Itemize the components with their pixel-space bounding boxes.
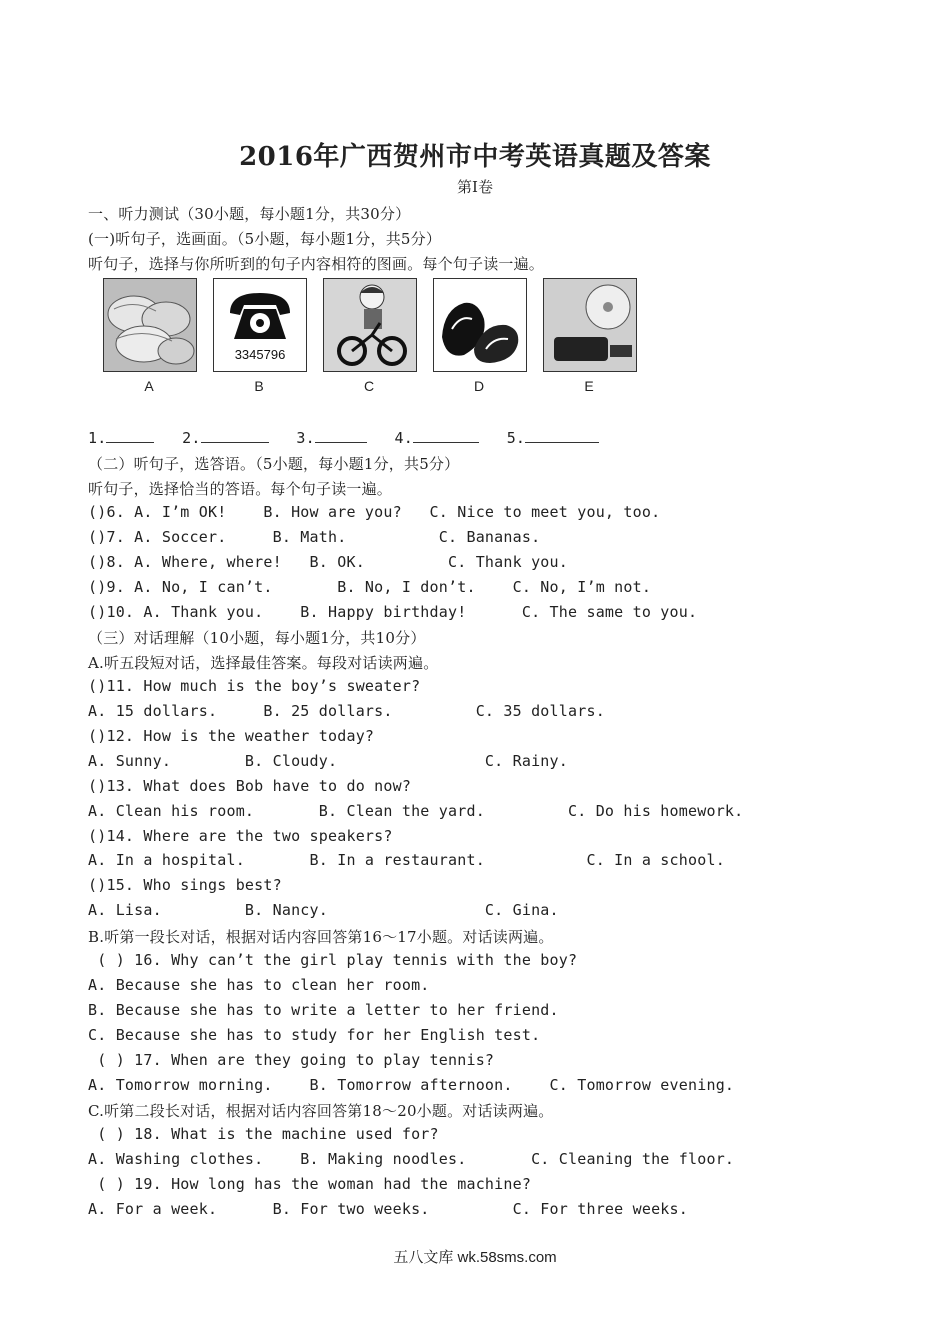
part1-heading: (一)听句子，选画面。（5小题，每小题1分，共5分） (88, 230, 442, 248)
part3b-instructions: B.听第一段长对话，根据对话内容回答第16～17小题。对话读两遍。 (88, 928, 554, 946)
question-16: ( ) 16. Why can’t the girl play tennis with the boy? (88, 951, 578, 969)
blank-label-2: 2. (182, 429, 201, 447)
question-8: ()8. A. Where, where! B. OK. C. Thank you. (88, 553, 568, 571)
question-12: ()12. How is the weather today? (88, 727, 375, 745)
part2-heading: （二）听句子，选答语。（5小题，每小题1分，共5分） (88, 455, 460, 473)
volume-label: 第Ⅰ卷 (457, 178, 493, 196)
question-16-option-a: A. Because she has to clean her room. (88, 976, 430, 994)
question-19-options: A. For a week. B. For two weeks. C. For three weeks. (88, 1200, 688, 1218)
part1-instructions: 听句子，选择与你所听到的句子内容相符的图画。每个句子读一遍。 (88, 255, 545, 273)
question-17: ( ) 17. When are they going to play tennis? (88, 1051, 495, 1069)
question-13-options: A. Clean his room. B. Clean the yard. C. Do his homework. (88, 802, 744, 820)
answer-blank-3[interactable] (315, 428, 367, 443)
question-12-options: A. Sunny. B. Cloudy. C. Rainy. (88, 752, 568, 770)
blank-label-1: 1. (88, 429, 107, 447)
question-9: ()9. A. No, I can’t. B. No, I don’t. C. No, I’m not. (88, 578, 652, 596)
answer-blank-2[interactable] (201, 428, 269, 443)
question-10: ()10. A. Thank you. B. Happy birthday! C. The same to you. (88, 603, 698, 621)
part3a-instructions: A.听五段短对话，选择最佳答案。每段对话读两遍。 (88, 654, 439, 672)
question-19: ( ) 19. How long has the woman had the machine? (88, 1175, 532, 1193)
picture-label-a: A (144, 378, 154, 394)
part2-instructions: 听句子，选择恰当的答语。每个句子读一遍。 (88, 480, 393, 498)
question-14-options: A. In a hospital. B. In a restaurant. C. In a school. (88, 851, 725, 869)
page-title: 2016年广西贺州市中考英语真题及答案 (239, 142, 711, 172)
picture-label-b: B (254, 378, 264, 394)
question-16-option-c: C. Because she has to study for her English test. (88, 1026, 541, 1044)
answer-blanks-row (88, 428, 599, 447)
boy-on-bike-icon (323, 278, 417, 372)
dumplings-icon (103, 278, 197, 372)
question-17-options: A. Tomorrow morning. B. Tomorrow afternoon. C. Tomorrow evening. (88, 1076, 735, 1094)
blank-label-4: 4. (394, 429, 413, 447)
question-15-options: A. Lisa. B. Nancy. C. Gina. (88, 901, 559, 919)
question-7: ()7. A. Soccer. B. Math. C. Bananas. (88, 528, 541, 546)
shoes-icon (433, 278, 527, 372)
blank-label-5: 5. (506, 429, 526, 447)
telephone-icon (213, 278, 307, 372)
blank-label-3: 3. (296, 429, 315, 447)
question-14: ()14. Where are the two speakers? (88, 827, 393, 845)
picture-label-e: E (584, 378, 594, 394)
picture-row (100, 278, 640, 396)
phone-number: 3345796 (234, 347, 286, 362)
question-13: ()13. What does Bob have to do now? (88, 777, 412, 795)
question-11-options: A. 15 dollars. B. 25 dollars. C. 35 dollars. (88, 702, 605, 720)
footer-source: 五八文库 wk.58sms.com (393, 1249, 557, 1266)
answer-blank-4[interactable] (413, 428, 479, 443)
question-11: ()11. How much is the boy’s sweater? (88, 677, 421, 695)
question-18: ( ) 18. What is the machine used for? (88, 1125, 439, 1143)
part3-heading: （三）对话理解（10小题，每小题1分，共10分） (88, 629, 426, 647)
picture-label-c: C (363, 378, 375, 394)
section-heading: 一、听力测试（30小题，每小题1分，共30分） (88, 205, 411, 223)
answer-blank-1[interactable] (106, 428, 154, 443)
question-15: ()15. Who sings best? (88, 876, 282, 894)
question-18-options: A. Washing clothes. B. Making noodles. C. Cleaning the floor. (88, 1150, 735, 1168)
cd-player-icon (543, 278, 637, 372)
picture-label-d: D (473, 378, 485, 394)
question-6: ()6. A. I’m OK! B. How are you? C. Nice to meet you, too. (88, 503, 661, 521)
answer-blank-5[interactable] (525, 428, 599, 443)
part3c-instructions: C.听第二段长对话，根据对话内容回答第18～20小题。对话读两遍。 (88, 1102, 554, 1120)
question-16-option-b: B. Because she has to write a letter to her friend. (88, 1001, 559, 1019)
